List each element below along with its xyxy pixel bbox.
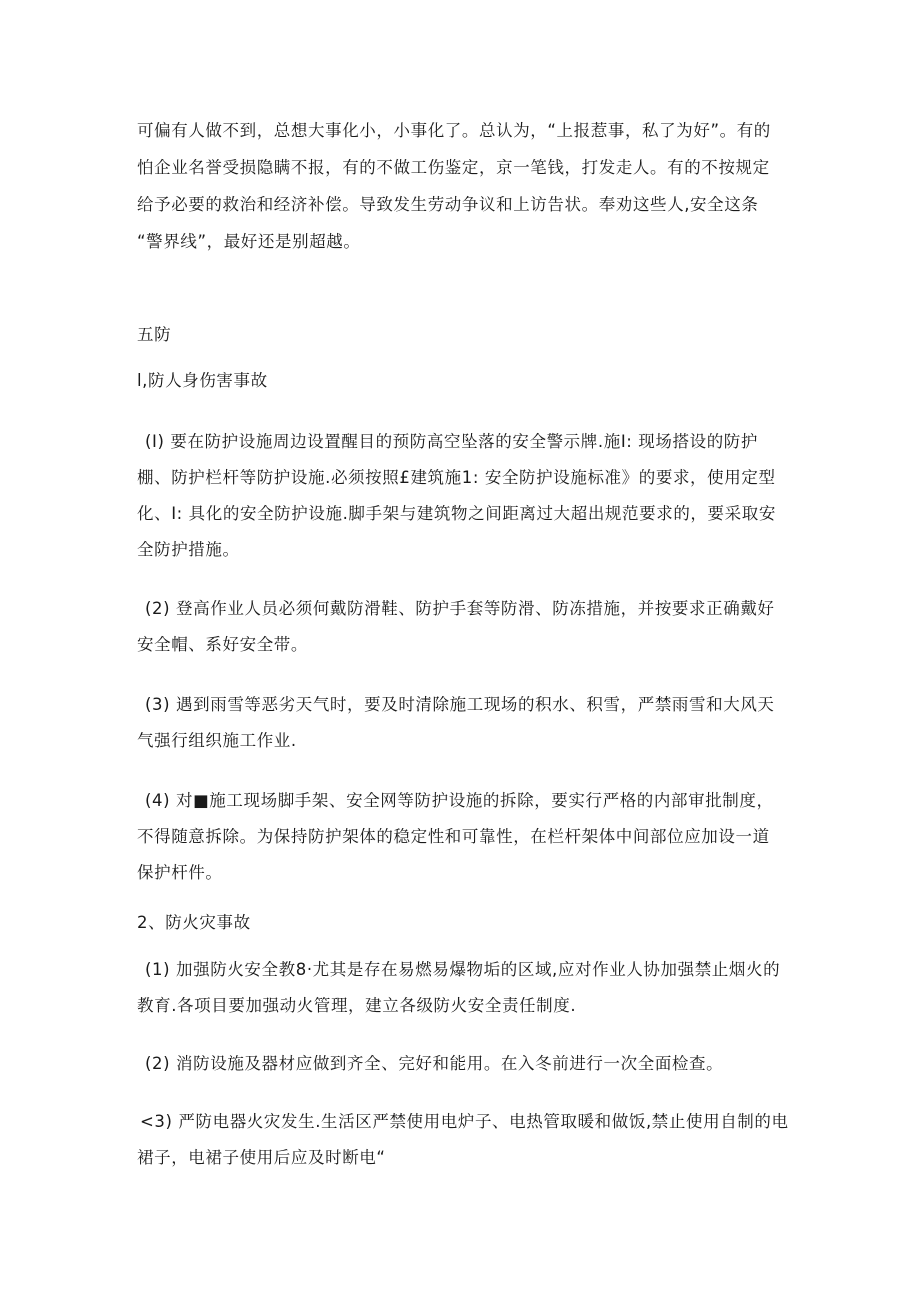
body-text-line: 给予必要的救治和经济补偿。导致发生劳动争议和上访告状。奉劝这些人,安全这条 [137, 195, 759, 214]
body-text-line: 怕企业名誉受损隐瞒不报，有的不做工伤鉴定，京一笔钱，打发走人。有的不按规定 [137, 158, 770, 177]
body-text-line: 可偏有人做不到，总想大事化小，小事化了。总认为，“上报惹事，私了为好”。有的 [137, 121, 771, 140]
list-item-line: (4) 对■施工现场脚手架、安全网等防护设施的拆除，要实行严格的内部审批制度， [145, 791, 774, 810]
list-item-line: 保护杆件。 [137, 863, 223, 882]
list-item-line: (3) 遇到雨雪等恶劣天气时，要及时清除施工现场的积水、积雪，严禁雨雪和大风天 [145, 695, 775, 714]
section-heading: 五防 [137, 325, 172, 344]
list-item-line: (2) 登高作业人员必须何戴防滑鞋、防护手套等防滑、防冻措施，并按要求正确戴好 [145, 599, 775, 618]
list-item-line: 安全帽、系好安全带。 [137, 635, 308, 654]
body-text-line: “警界线”，最好还是别超越。 [137, 232, 361, 251]
list-item-line: (I) 要在防护设施周边设置醒目的预防高空坠落的安全警示牌.施I: 现场搭设的防护 [145, 432, 759, 451]
list-item-line: 全防护措施。 [137, 540, 240, 559]
list-item-line: 教育.各项目要加强动火管理，建立各级防火安全责任制度. [137, 996, 577, 1015]
list-item-line: 气强行组织施工作业. [137, 731, 297, 750]
list-item-line: 化、I: 具化的安全防护设施.脚手架与建筑物之间距离过大超出规范要求的，要采取安 [137, 504, 776, 523]
list-item-line: 裙子，电裙子使用后应及时断电“ [137, 1148, 386, 1167]
subsection-heading: l,防人身伤害事故 [137, 371, 268, 390]
list-item-line: <3) 严防电器火灾发生.生活区严禁使用电炉子、电热管取暖和做饭,禁止使用自制的电 [140, 1112, 789, 1131]
list-item-line: 不得随意拆除。为保持防护架体的稳定性和可靠性，在栏杆架体中间部位应加设一道 [137, 827, 770, 846]
list-item-line: (2) 消防设施及器材应做到齐全、完好和能用。在入冬前进行一次全面检查。 [145, 1054, 724, 1073]
subsection-heading: 2、防火灾事故 [137, 913, 251, 932]
list-item-line: (1) 加强防火安全教8·尤其是存在易燃易爆物垢的区域,应对作业人协加强禁止烟火的 [145, 960, 781, 979]
list-item-line: 棚、防护栏杆等防护设施.必须按照£建筑施1: 安全防护设施标准》的要求，使用定型 [137, 468, 776, 487]
